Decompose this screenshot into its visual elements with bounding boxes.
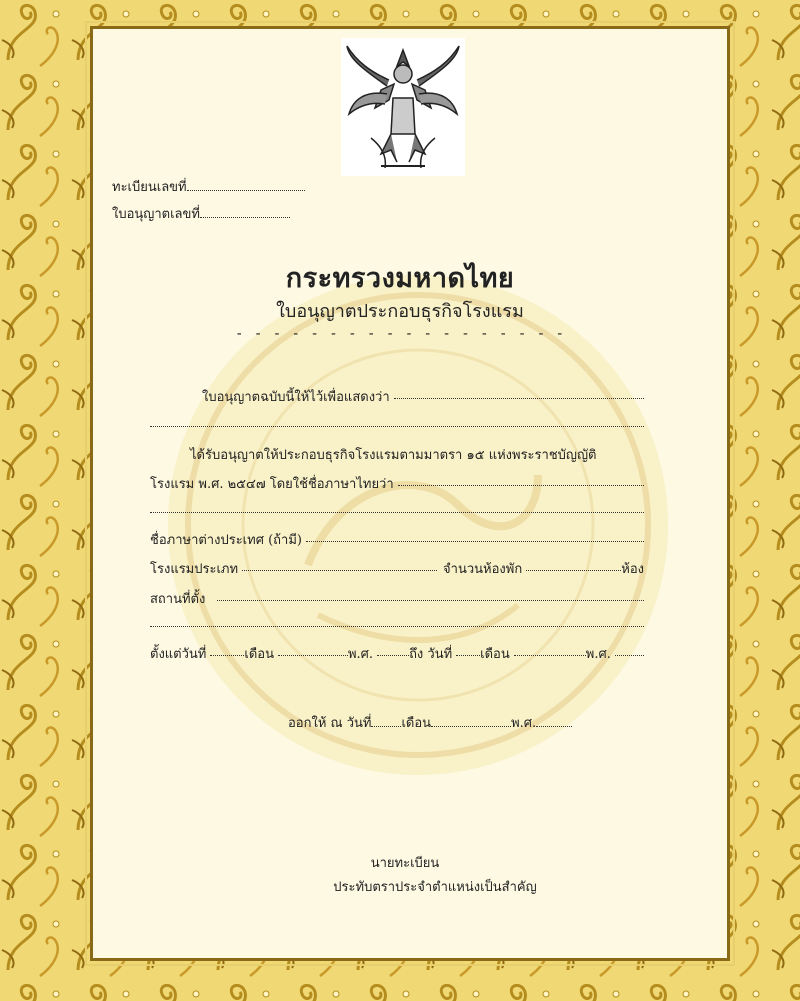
license-number-label: ใบอนุญาตเลขที่ <box>112 207 200 222</box>
title-separator: - - - - - - - - - - - - - - - - - - <box>234 326 565 342</box>
registrar-title: นายทะเบียน <box>370 856 440 871</box>
registry-number-field <box>112 176 305 197</box>
garuda-emblem-icon <box>341 38 465 176</box>
issued-month-label: เดือน <box>401 716 432 731</box>
period-row <box>150 643 644 664</box>
license-subtitle: ใบอนุญาตประกอบธุรกิจโรงแรม <box>276 301 524 322</box>
period-month-label: เดือน <box>244 647 274 662</box>
rooms-label: จำนวนห้องพัก <box>443 562 523 577</box>
period-year-label: พ.ศ. <box>347 647 374 662</box>
period-to-label: ถึง วันที่ <box>409 647 453 662</box>
authorization-row <box>150 444 644 465</box>
issued-year-label: พ.ศ. <box>511 716 537 731</box>
foreign-name-row <box>150 529 644 550</box>
location-row <box>150 588 644 609</box>
registry-number-label: ทะเบียนเลขที่ <box>112 180 187 195</box>
authorization-text: ได้รับอนุญาตให้ประกอบธุรกิจโรงแรมตามมาตรา ๑๕ แห่งพระราชบัญญัติ <box>190 448 597 463</box>
issued-label: ออกให้ ณ วันที่ <box>288 716 372 731</box>
period-year-label-2: พ.ศ. <box>585 647 611 662</box>
blank-line <box>150 426 644 427</box>
blank-line <box>150 512 644 513</box>
hotel-type-label: โรงแรมประเภท <box>150 562 239 577</box>
blank-line <box>150 626 644 627</box>
license-number-field <box>112 203 290 224</box>
period-from-label: ตั้งแต่วันที่ <box>150 647 207 662</box>
thai-name-row <box>150 473 644 494</box>
thai-name-label: โรงแรม พ.ศ. ๒๕๔๗ โดยใช้ชื่อภาษาไทยว่า <box>150 477 394 492</box>
foreign-name-label: ชื่อภาษาต่างประเทศ (ถ้ามี) <box>150 533 302 548</box>
rooms-unit: ห้อง <box>621 562 644 577</box>
ministry-title: กระทรวงมหาดไทย <box>285 263 515 294</box>
hotel-type-row <box>150 558 644 579</box>
certify-label: ใบอนุญาตฉบับนี้ให้ไว้เพื่อแสดงว่า <box>202 390 390 405</box>
location-label: สถานที่ตั้ง <box>150 592 206 607</box>
issued-row <box>288 712 588 733</box>
seal-note: ประทับตราประจำตำแหน่งเป็นสำคัญ <box>333 880 537 895</box>
period-month-label-2: เดือน <box>480 647 510 662</box>
seal-watermark-icon <box>158 265 678 785</box>
certify-row <box>150 386 644 407</box>
